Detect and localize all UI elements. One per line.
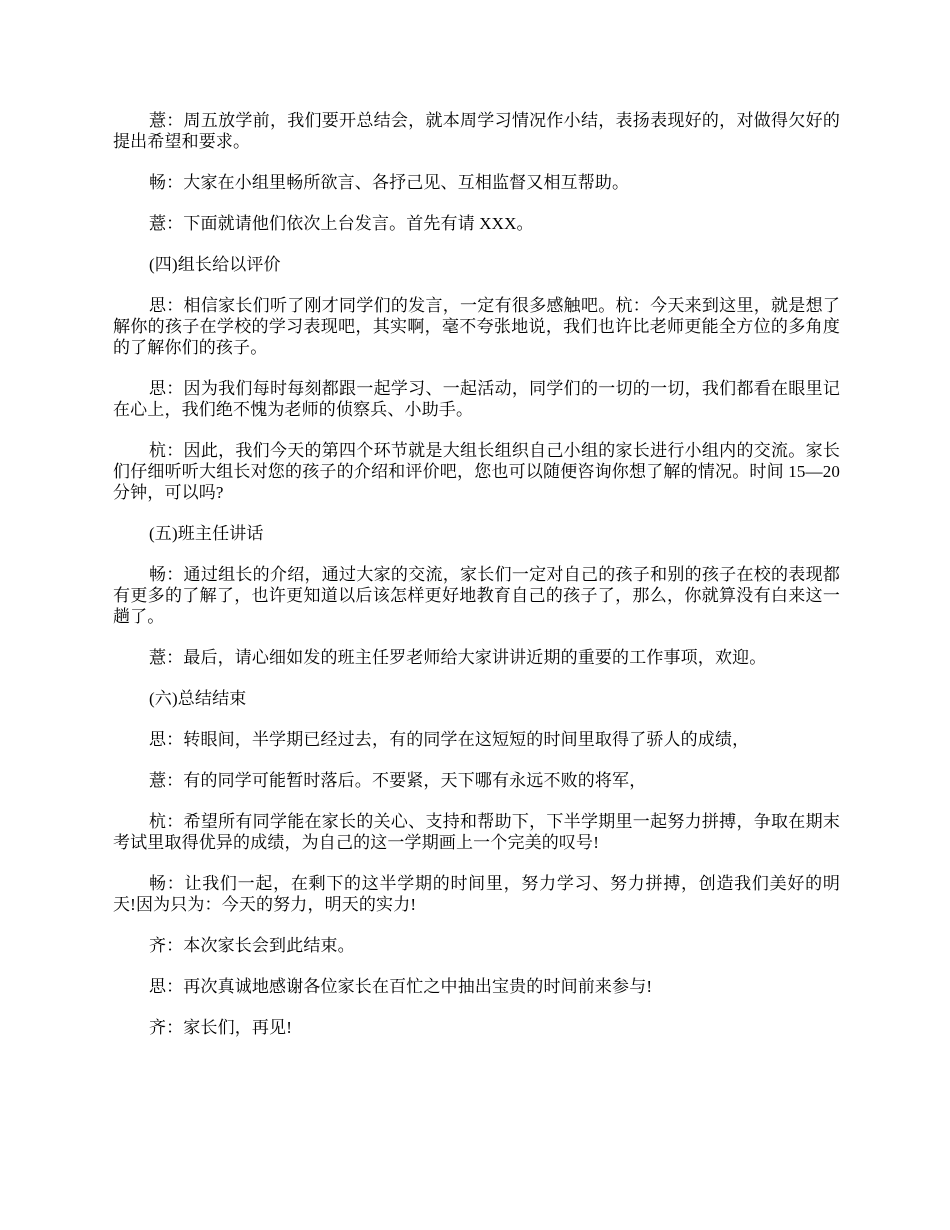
paragraph-si-hang-parents-feelings: 思：相信家长们听了刚才同学们的发言，一定有很多感触吧。杭：今天来到这里，就是想了解你的孩子在学校的学习表现吧，其实啊，毫不夸张地说，我们也许比老师更能全方位的多角度的了解你们的孩子。 [113, 296, 840, 357]
paragraph-hang-hope: 杭：希望所有同学能在家长的关心、支持和帮助下，下半学期里一起努力拼搏，争取在期末考试里取得优异的成绩，为自己的这一学期画上一个完美的叹号! [113, 812, 840, 852]
paragraph-si-half-term: 思：转眼间，半学期已经过去，有的同学在这短短的时间里取得了骄人的成绩， [149, 730, 750, 749]
document-page [113, 110, 840, 1058]
paragraph-all-meeting-ends: 齐：本次家长会到此结束。 [149, 936, 355, 955]
paragraph-chang-group-leaders: 畅：通过组长的介绍，通过大家的交流，家长们一定对自己的孩子和别的孩子在校的表现都有更多的了解了，也许更知道以后该怎样更好地教育自己的孩子了，那么，你就算没有白来这一趟了。 [113, 565, 840, 626]
paragraph-si-thanks: 思：再次真诚地感谢各位家长在百忙之中抽出宝贵的时间前来参与! [149, 977, 653, 996]
paragraph-chang-group-discussion: 畅：大家在小组里畅所欲言、各抒己见、互相监督又相互帮助。 [149, 173, 630, 192]
section-heading-6: (六)总结结束 [149, 689, 247, 708]
paragraph-all-goodbye: 齐：家长们，再见! [149, 1018, 293, 1037]
paragraph-hui-not-behind: 薏：有的同学可能暂时落后。不要紧，天下哪有永远不败的将军， [149, 771, 647, 790]
paragraph-hui-invite-speakers: 薏：下面就请他们依次上台发言。首先有请 XXX。 [149, 214, 534, 233]
paragraph-hang-fourth-segment: 杭：因此，我们今天的第四个环节就是大组长组织自己小组的家长进行小组内的交流。家长们仔细听听大组长对您的孩子的介绍和评价吧，您也可以随便咨询你想了解的情况。时间 15—20 分钟，可以吗? [113, 441, 840, 502]
section-heading-5: (五)班主任讲话 [149, 524, 264, 543]
section-heading-4: (四)组长给以评价 [149, 255, 281, 274]
paragraph-hui-summary-meeting: 薏：周五放学前，我们要开总结会，就本周学习情况作小结，表扬表现好的，对做得欠好的提出希望和要求。 [113, 111, 840, 151]
paragraph-si-scouts: 思：因为我们每时每刻都跟一起学习、一起活动，同学们的一切的一切，我们都看在眼里记在心上，我们绝不愧为老师的侦察兵、小助手。 [113, 379, 840, 419]
paragraph-chang-together: 畅：让我们一起，在剩下的这半学期的时间里，努力学习、努力拼搏，创造我们美好的明天!因为只为：今天的努力，明天的实力! [113, 874, 840, 914]
paragraph-hui-head-teacher: 薏：最后，请心细如发的班主任罗老师给大家讲讲近期的重要的工作事项，欢迎。 [149, 648, 767, 667]
